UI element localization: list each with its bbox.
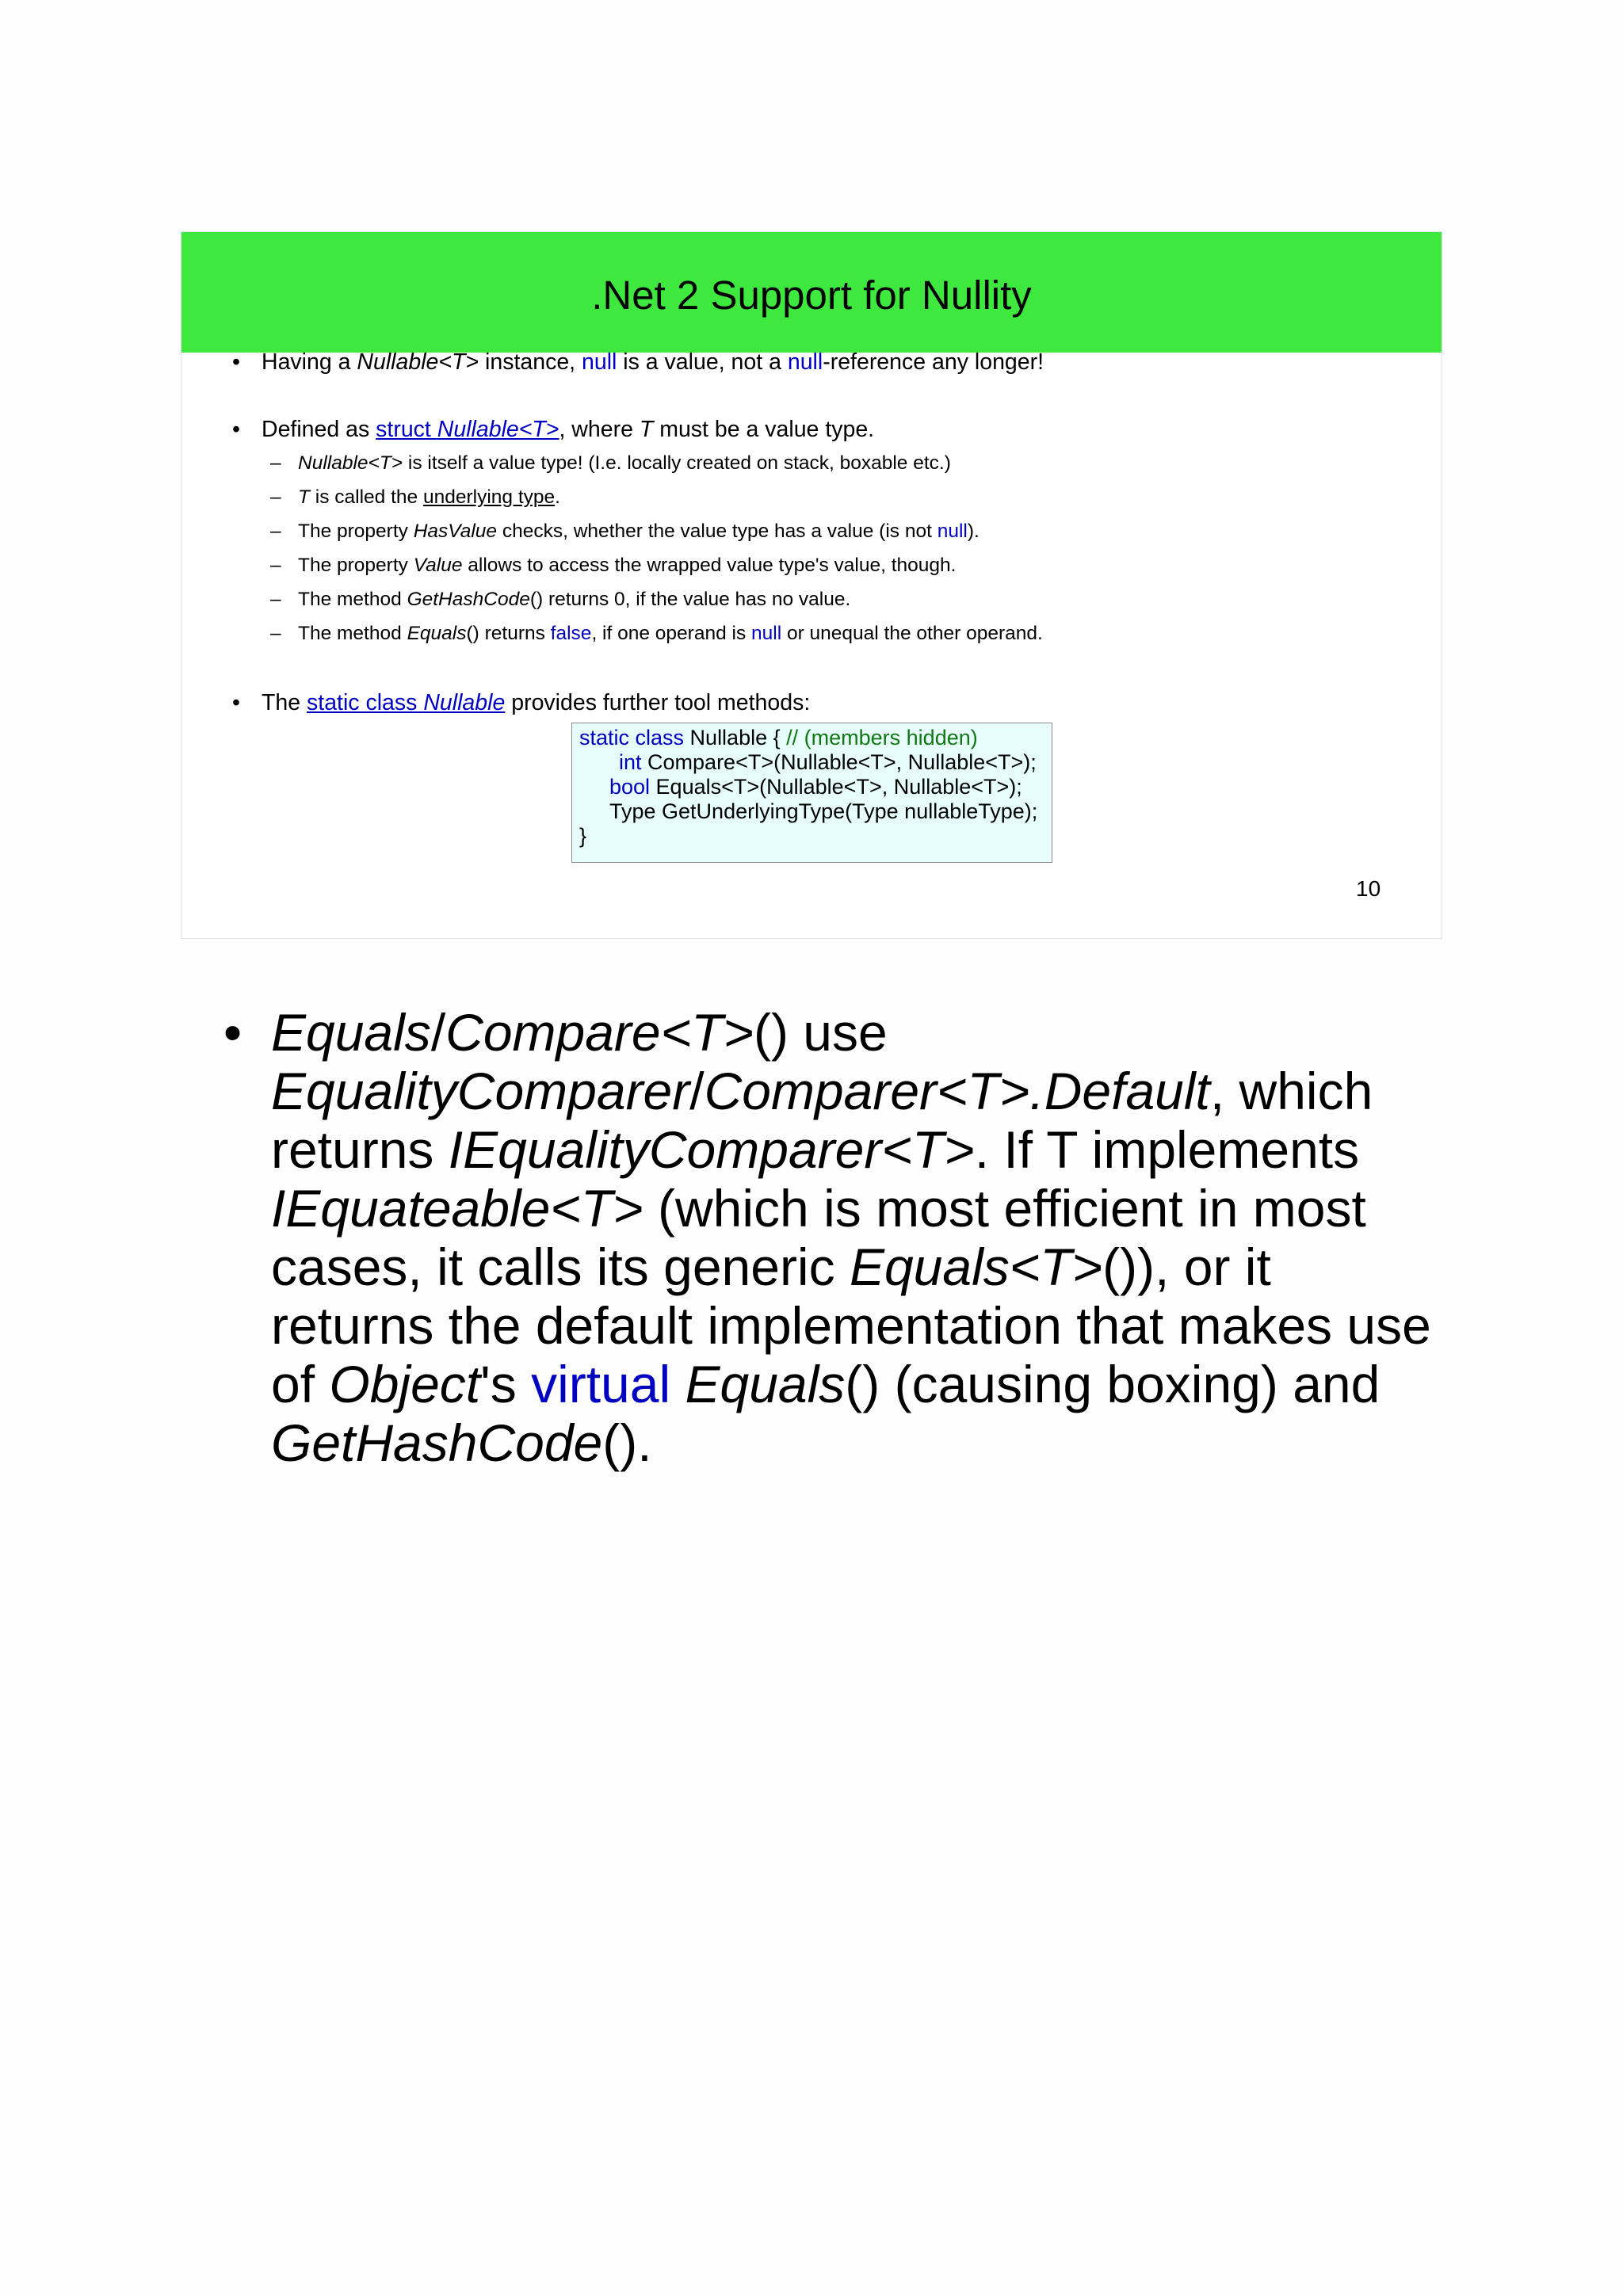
sub-bullet-dash: – — [270, 452, 281, 474]
notes-line: returns IEqualityComparer<T>. If T implements — [271, 1120, 1360, 1179]
sub-bullet-dash: – — [270, 555, 281, 576]
notes-line: IEquateable<T> (which is most efficient in most — [271, 1179, 1366, 1238]
code-line: } — [579, 824, 587, 848]
bullet-text: Having a Nullable<T> instance, null is a value, not a null-reference any longer! — [262, 349, 1044, 375]
notes-bullet-dot: • — [223, 1003, 242, 1062]
bullet-dot: • — [232, 690, 240, 715]
sub-bullet-dash: – — [270, 521, 281, 542]
code-box — [571, 723, 1052, 863]
notes-line: Equals/Compare<T>() use — [271, 1003, 888, 1062]
bullet-dot: • — [232, 417, 240, 442]
sub-bullet-text: The method Equals() returns false, if one operand is null or unequal the other operand. — [298, 623, 1043, 644]
notes-line: EqualityComparer/Comparer<T>.Default, which — [271, 1062, 1373, 1120]
slide-title: .Net 2 Support for Nullity — [591, 273, 1032, 318]
bullet-text: The static class Nullable provides further tool methods: — [262, 690, 811, 715]
bullet-dot: • — [232, 349, 240, 375]
slide — [181, 231, 1442, 939]
slide-header — [181, 232, 1442, 353]
sub-bullet-text: T is called the underlying type. — [298, 486, 560, 508]
sub-bullet-text: The method GetHashCode() returns 0, if the value has no value. — [298, 589, 851, 610]
sub-bullet-dash: – — [270, 589, 281, 610]
static-class-link[interactable]: static class Nullable — [307, 690, 506, 715]
slide-number: 10 — [1356, 876, 1381, 901]
struct-link[interactable]: struct Nullable<T> — [376, 417, 559, 442]
code-line: static class Nullable { // (members hidden) — [579, 726, 978, 749]
notes-line: cases, it calls its generic Equals<T>()), or it — [271, 1238, 1271, 1296]
sub-bullet-text: The property Value allows to access the wrapped value type's value, though. — [298, 555, 957, 576]
code-line: bool Equals<T>(Nullable<T>, Nullable<T>); — [609, 775, 1022, 799]
sub-bullet-text: The property HasValue checks, whether the value type has a value (is not null). — [298, 521, 980, 542]
sub-bullet-text: Nullable<T> is itself a value type! (I.e. locally created on stack, boxable etc.) — [298, 452, 951, 474]
code-line: Type GetUnderlyingType(Type nullableType); — [609, 799, 1038, 823]
sub-bullet-dash: – — [270, 623, 281, 644]
notes-text — [271, 1003, 1523, 1472]
bullet-text: Defined as struct Nullable<T>, where T must be a value type. — [262, 417, 875, 442]
notes-line: returns the default implementation that makes use — [271, 1296, 1431, 1355]
notes-line: GetHashCode(). — [271, 1413, 652, 1472]
sub-bullet-dash: – — [270, 486, 281, 508]
code-line: int Compare<T>(Nullable<T>, Nullable<T>); — [619, 750, 1037, 774]
notes-line: of Object's virtual Equals() (causing boxing) and — [271, 1355, 1381, 1413]
